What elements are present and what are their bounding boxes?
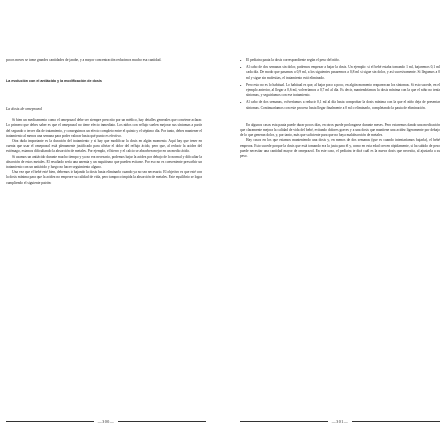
bullet-icon: •: [240, 58, 242, 63]
right-page-footer: [240, 418, 440, 424]
body-paragraph: En algunos casos esta pauta puede durar pocos días, en otros puede prolongarse durante meses. Pero estaremos dando una medicación que claramente mejora la calidad de vida del bebé, evitando dolores graves y a una dosis que mantiene una acidez ligeramente por debajo de lo que generan dolor, y, por tanto, más que suficiente para que no haya malabsorción de metales.: [240, 122, 440, 138]
list-item-text: El pediatra pauta la dosis correspondiente según el peso del niño.: [246, 58, 340, 62]
body-paragraph: Si usamos un antiácido durante mucho tiempo y ya no era necesario, podemos bajar la acidez por debajo de lo normal y dificultar la absorción de estos metales. El resultado sería una anemia y un raquitismo que pueden evitarse. Por eso no es conveniente prescribir un tratamiento con un antiácido y luego no hacer seguimiento alguno.: [6, 154, 202, 170]
list-item-text: Al cabo de dos semanas, volveríamos a reducir 0,1 ml al día hasta comprobar la dosis mínima con la que el niño deja de presentar síntomas. Continuaríamos con este proceso hasta llegar finalmente a 0 ml o eliminarlo, completando la pauta de eliminación.: [246, 100, 440, 110]
list-item: [240, 65, 440, 81]
list-item: [240, 58, 440, 63]
body-paragraph: Otra duda importante es la duración del tratamiento y si hay que modificar la dosis en algún momento. Aquí hay que tener en cuenta que usar el omeprazol está plenamente justificado para aliviar el dolor del reflujo ácido, pero que, al reducir la acidez del estómago, estamos dificultando la absorción de metales. Por ejemplo, el hierro y el calcio se absorben mejor en un medio ácido.: [6, 139, 202, 154]
right-text-column: [240, 58, 440, 159]
footer-rule: [352, 421, 440, 422]
list-item: [240, 83, 440, 99]
body-paragraph: Hay casos en los que estamos manteniendo una dosis y, en menos de dos semanas (que es cuando intentaríamos bajarla), el bebé empeora. Esto sucede porque la dosis que está tomando era la justa para él y, como en esta edad crecen rápidamente, si ha subido de peso puede necesitar una cantidad mayor de omeprazol. En este caso, el pediatra te dirá cuál es la nueva dosis que necesita, al ajustarla a su peso.: [240, 138, 440, 159]
section-heading: La evolución con el antiácido y la modificación de dosis: [6, 79, 102, 84]
left-text-column: [6, 58, 202, 186]
body-paragraph: Si bien un medicamento como el omeprazol debe ser siempre prescrito por un médico, hay detalles generales que conviene aclarar. Lo primero que debes saber es que el omeprazol no tiene efecto inmediato. Los niños con reflujo suelen mejorar sus síntomas a partir del segundo o tercer día de tratamiento, y conseguimos un efecto completo entre el quinto y el séptimo día. Por tanto, debes mantener el tratamiento al menos una semana para poder valorar hasta qué punto es efectivo.: [6, 118, 202, 138]
intro-paragraph: pocos meses se tome grandes cantidades de jarabe, y a mayor concentración reducimos mucho esa cantidad.: [6, 58, 162, 62]
page-number: —301—: [331, 418, 349, 424]
bullet-list: [240, 58, 440, 111]
list-item: [240, 100, 440, 110]
footer-rule: [118, 421, 206, 422]
list-item-text: Al cabo de dos semanas sin dolor, podemos empezar a bajar la dosis. Un ejemplo: si el bebé estaba tomando 1 ml, bajaremos 0,1 ml cada día. De modo que pasamos a 0,9 ml, a los siguientes pasaremos a 0,8 ml si sigue sin dolor, y así sucesivamente. Si llegamos a 0 ml y sigue sin molestias, el tratamiento está eliminado.: [246, 65, 440, 80]
body-paragraph: Una vez que el bebé esté bien, debemos ir bajando la dosis hasta eliminarlo cuando ya no sea necesario. El objetivo es que esté con la dosis mínima para que la acidez no empeore su calidad de vida, pero tampoco impida la absorción de metales. Este equilibrio se logra cumpliendo el siguiente patrón:: [6, 170, 202, 185]
footer-rule: [240, 421, 328, 422]
bullet-icon: •: [240, 82, 242, 88]
footer-rule: [6, 421, 94, 422]
bullet-icon: •: [240, 65, 242, 71]
bullet-icon: •: [240, 100, 242, 106]
list-item-text: Pero esto no es lo habitual. Lo habitual es que, al bajar poco a poco, en algún momento reaparezcan los síntomas. Si esto sucede, en el ejemplo anterior, al llegar a 0,6 ml, volveríamos a 0,7 ml al día. Es decir, mantendríamos la dosis mínima con la que el niño no tenía síntomas, y seguiríamos con ese tratamiento.: [246, 82, 440, 98]
section-subheading: La dosis de omeprazol: [6, 106, 43, 112]
page-number: —300—: [97, 418, 115, 424]
left-page-footer: [6, 418, 206, 424]
